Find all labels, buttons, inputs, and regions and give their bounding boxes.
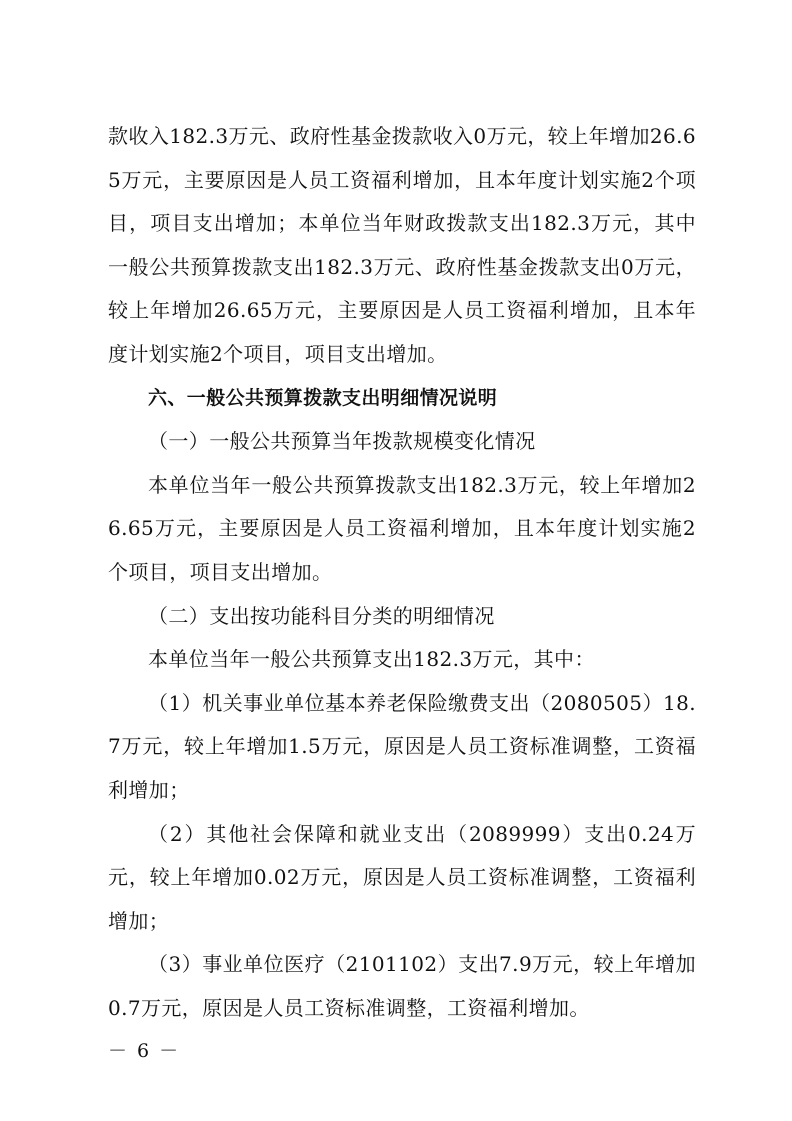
- section-heading-6: 六、一般公共预算拨款支出明细情况说明: [148, 386, 498, 409]
- document-body: [108, 115, 696, 1030]
- paragraph-expenditure-summary: 本单位当年一般公共预算支出182.3万元，其中：: [148, 647, 595, 672]
- list-item-social-security: （2）其他社会保障和就业支出（2089999）支出0.24万元，较上年增加0.02万元，原因是人员工资标准调整，工资福利增加；: [108, 821, 696, 933]
- subsection-heading-2: （二）支出按功能科目分类的明细情况: [148, 603, 495, 628]
- paragraph-continuation: 款收入182.3万元、政府性基金拨款收入0万元，较上年增加26.65万元，主要原因是人员工资福利增加，且本年度计划实施2个项目，项目支出增加；本单位当年财政拨款支出182.3万元，其中一般公共预算拨款支出182.3万元、政府性基金拨款支出0万元，较上年增加26.65万元，主要原因是人员工资福利增加，且本年度计划实施2个项目，项目支出增加。: [108, 124, 696, 366]
- subsection-heading-1: （一）一般公共预算当年拨款规模变化情况: [148, 429, 536, 454]
- page-number: － 6 －: [108, 1040, 181, 1062]
- list-item-pension-insurance: （1）机关事业单位基本养老保险缴费支出（2080505）18.7万元，较上年增加1.5万元，原因是人员工资标准调整，工资福利增加；: [108, 690, 696, 802]
- list-item-medical: （3）事业单位医疗（2101102）支出7.9万元，较上年增加0.7万元，原因是人员工资标准调整，工资福利增加。: [108, 952, 696, 1020]
- paragraph-appropriation-scale: 本单位当年一般公共预算拨款支出182.3万元，较上年增加26.65万元，主要原因是人员工资福利增加，且本年度计划实施2个项目，项目支出增加。: [108, 472, 696, 584]
